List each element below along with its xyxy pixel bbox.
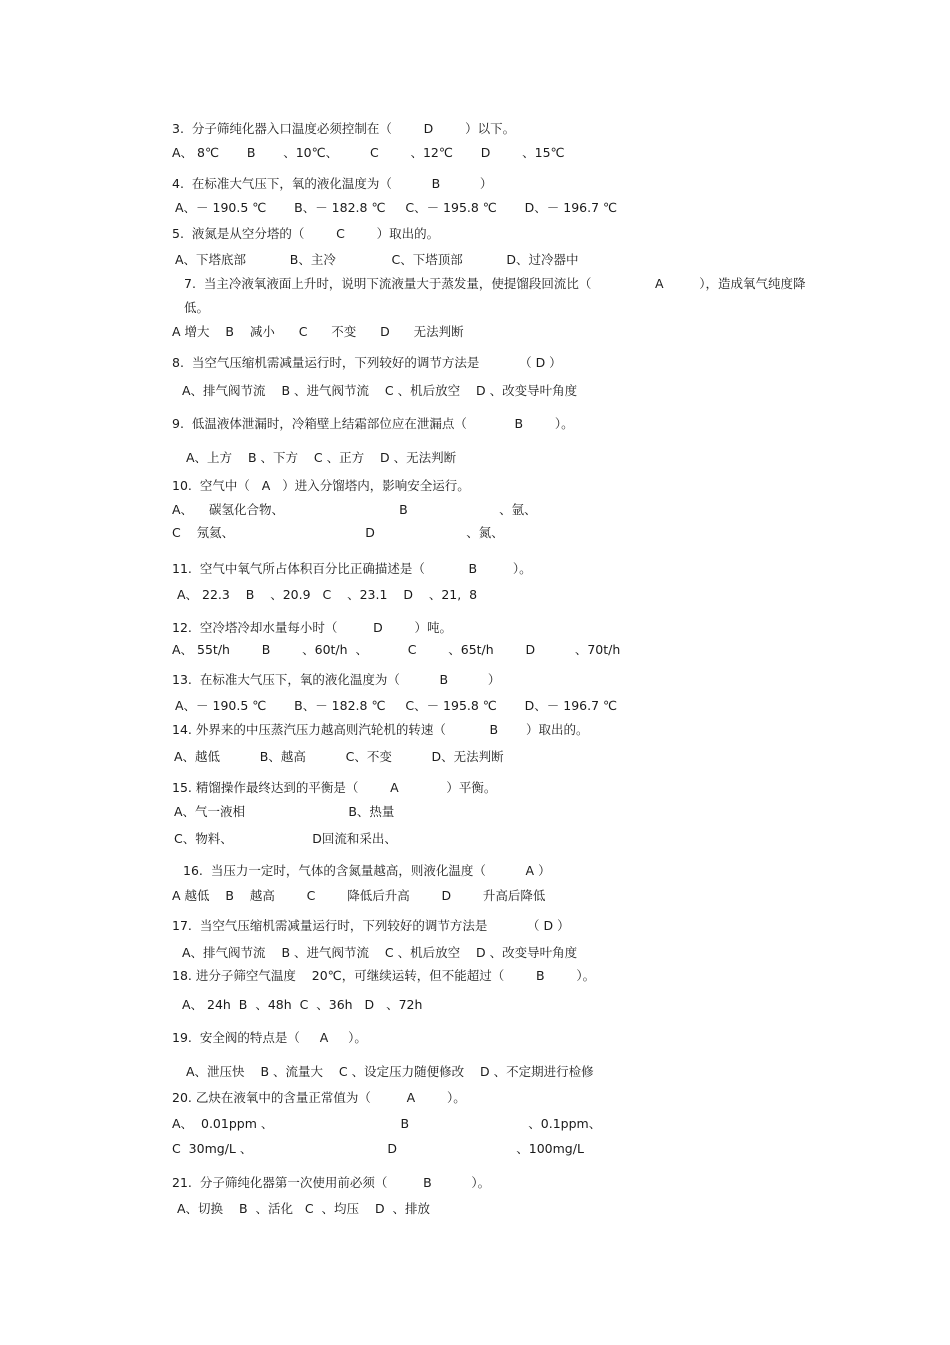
question-15: 15. 精馏操作最终达到的平衡是（ A ）平衡。 xyxy=(172,780,497,795)
question-16: 16. 当压力一定时，气体的含氮量越高，则液化温度（ A ） xyxy=(183,863,551,878)
question-13: 13. 在标准大气压下，氧的液化温度为（ B ） xyxy=(172,672,501,687)
question-7-options: A 增大 B 减小 C 不变 D 无法判断 xyxy=(172,324,464,339)
question-15-options-2: C、物料、 D回流和采出、 xyxy=(174,831,397,846)
question-18-options: A、 24h B 、48h C 、36h D 、72h xyxy=(182,997,423,1012)
question-19-options: A、泄压快 B 、流量大 C 、设定压力随便修改 D 、不定期进行检修 xyxy=(186,1064,594,1079)
question-3-options: A、 8℃ B 、10℃、 C 、12℃ D 、15℃ xyxy=(172,145,565,160)
question-8: 8. 当空气压缩机需减量运行时，下列较好的调节方法是 （ D ） xyxy=(172,355,562,370)
question-20-options-2: C 30mg/L 、 D 、100mg/L xyxy=(172,1141,584,1156)
question-4-options: A、－ 190.5 ℃ B、－ 182.8 ℃ C、－ 195.8 ℃ D、－ 196.7 ℃ xyxy=(175,200,618,215)
question-17-options: A、排气阀节流 B 、进气阀节流 C 、机后放空 D 、改变导叶角度 xyxy=(182,945,578,960)
question-13-options: A、－ 190.5 ℃ B、－ 182.8 ℃ C、－ 195.8 ℃ D、－ 196.7 ℃ xyxy=(175,698,618,713)
question-20-options-1: A、 0.01ppm 、 B 、0.1ppm、 xyxy=(172,1116,602,1131)
question-17: 17. 当空气压缩机需减量运行时，下列较好的调节方法是 （ D ） xyxy=(172,918,570,933)
question-7-continued: 低。 xyxy=(184,300,210,315)
question-5: 5. 液氮是从空分塔的（ C ）取出的。 xyxy=(172,226,440,241)
question-12-options: A、 55t/h B 、60t/h 、 C 、65t/h D 、70t/h xyxy=(172,642,621,657)
question-4: 4. 在标准大气压下，氧的液化温度为（ B ） xyxy=(172,176,493,191)
question-10: 10. 空气中（ A ）进入分馏塔内，影响安全运行。 xyxy=(172,478,470,493)
question-8-options: A、排气阀节流 B 、进气阀节流 C 、机后放空 D 、改变导叶角度 xyxy=(182,383,578,398)
question-20: 20. 乙炔在液氧中的含量正常值为（ A ）。 xyxy=(172,1090,466,1105)
question-11: 11. 空气中氧气所占体积百分比正确描述是（ B ）。 xyxy=(172,561,532,576)
question-10-options-2: C 氖氦、 D 、氮、 xyxy=(172,525,504,540)
question-14-options: A、越低 B、越高 C、不变 D、无法判断 xyxy=(174,749,504,764)
question-3: 3. 分子筛纯化器入口温度必须控制在（ D ）以下。 xyxy=(172,121,516,136)
question-15-options-1: A、气一液相 B、热量 xyxy=(174,804,395,819)
question-9: 9. 低温液体泄漏时，冷箱壁上结霜部位应在泄漏点（ B ）。 xyxy=(172,416,574,431)
question-21-options: A、切换 B 、活化 C 、均压 D 、排放 xyxy=(177,1201,431,1216)
question-12: 12. 空冷塔冷却水量每小时（ D ）吨。 xyxy=(172,620,452,635)
question-9-options: A、上方 B 、下方 C 、正方 D 、无法判断 xyxy=(186,450,457,465)
question-19: 19. 安全阀的特点是（ A ）。 xyxy=(172,1030,367,1045)
question-7: 7. 当主冷液氧液面上升时，说明下流液量大于蒸发量，使提馏段回流比（ A ），造成氧气纯度降 xyxy=(184,276,806,291)
question-14: 14. 外界来的中压蒸汽压力越高则汽轮机的转速（ B ）取出的。 xyxy=(172,722,589,737)
question-11-options: A、 22.3 B 、20.9 C 、23.1 D 、21, 8 xyxy=(177,587,478,602)
question-21: 21. 分子筛纯化器第一次使用前必须（ B ）。 xyxy=(172,1175,491,1190)
question-16-options: A 越低 B 越高 C 降低后升高 D 升高后降低 xyxy=(172,888,546,903)
question-10-options-1: A、 碳氢化合物、 B 、氩、 xyxy=(172,502,537,517)
question-18: 18. 进分子筛空气温度 20℃，可继续运转，但不能超过（ B ）。 xyxy=(172,968,596,983)
question-5-options: A、下塔底部 B、主冷 C、下塔顶部 D、过冷器中 xyxy=(175,252,579,267)
